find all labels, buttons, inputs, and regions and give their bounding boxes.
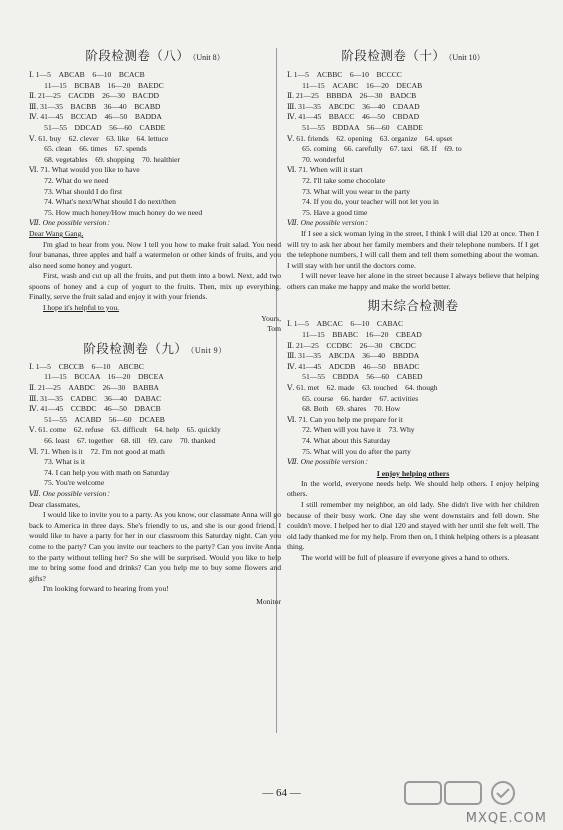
answer-line: 11—15 BCCAA 16—20 DBCEA: [29, 372, 164, 382]
title-sub: （Unit 8）: [192, 53, 225, 62]
answer-block-final: [287, 319, 539, 467]
answer-line: 11—15 ACABC 16—20 DECAB: [287, 80, 423, 90]
letter-greeting: Dear classmates,: [29, 499, 81, 509]
answer-line: Ⅴ. 61. friends 62. opening 63. organize 64. upset: [287, 133, 453, 143]
left-column: [29, 48, 281, 608]
answer-line: Ⅶ. One possible version：: [29, 218, 114, 228]
answer-line: 72. I'll take some chocolate: [287, 175, 386, 185]
page-number: — 64 —: [262, 787, 301, 799]
answer-line: 51—55 ACABD 56—60 DCAEB: [29, 414, 165, 424]
answer-line: 74. If you do, your teacher will not let you in: [287, 197, 439, 207]
answer-line: Ⅱ. 21—25 BBBDA 26—30 BADCB: [287, 91, 417, 101]
answer-line: Ⅵ. 71. Can you help me prepare for it: [287, 414, 404, 424]
answer-line: Ⅶ. One possible version：: [29, 488, 114, 498]
title-sub: （Unit 9）: [190, 345, 227, 355]
answer-line: 74. I can help you with math on Saturday: [29, 467, 170, 477]
letter-closing: Yours,: [261, 313, 281, 323]
section-title-unit9: [29, 341, 281, 358]
answer-line: Ⅴ. 61. met 62. made 63. touched 64. though: [287, 383, 438, 393]
answer-line: 74. What about this Saturday: [287, 436, 391, 445]
letter-paragraph: I'm looking forward to hearing from you!: [43, 584, 169, 594]
answer-line: Ⅴ. 61. come 62. refuse 63. difficult 64. help 65. quickly: [29, 425, 221, 435]
answer-line: Ⅶ. One possible version：: [287, 457, 372, 467]
essay-paragraph: In the world, everyone needs help. We should help others. I enjoy helping others.: [287, 478, 539, 499]
answer-line: 51—55 DDCAD 56—60 CABDE: [29, 122, 166, 132]
answer-line: 11—15 BCBAB 16—20 BAEDC: [29, 80, 164, 90]
answer-line: 72. What do we need: [29, 175, 109, 185]
letter-signature: Monitor: [256, 596, 281, 606]
answer-line: Ⅰ. 1—5 CBCCB 6—10 ABCBC: [29, 361, 144, 371]
answer-line: Ⅳ. 41—45 CCBDC 46—50 DBACB: [29, 404, 161, 414]
essay-paragraph: I will never leave her alone in the street because I always believe that helping others can make me happy and make the world better.: [287, 271, 539, 291]
essay-paragraph: The world will be full of pleasure if everyone gives a hand to others.: [301, 552, 510, 562]
answer-line: Ⅶ. One possible version：: [287, 218, 372, 228]
answer-line: 75. How much honey/How much honey do we need: [29, 207, 203, 217]
answer-line: 73. What should I do first: [29, 186, 123, 196]
answer-line: 51—55 BDDAA 56—60 CABDE: [287, 122, 423, 132]
answer-line: 70. wonderful: [287, 154, 345, 164]
answer-line: 66. least 67. together 68. till 69. care 70. thanked: [29, 436, 216, 445]
answer-line: 68. Both 69. shares 70. How: [287, 404, 401, 414]
answer-block-unit9: [29, 362, 281, 500]
answer-block-unit10: [287, 70, 539, 229]
answer-line: 68. vegetables 69. shopping 70. healthier: [29, 154, 181, 164]
answer-block-unit8: [29, 70, 281, 229]
essay-helping-others: [287, 468, 539, 564]
answer-line: 72. When will you have it 73. Why: [287, 425, 415, 435]
answer-line: Ⅱ. 21—25 AABDC 26—30 BABBA: [29, 383, 160, 393]
answer-line: Ⅵ. 71. When will it start: [287, 165, 363, 175]
answer-line: Ⅵ. 71. When is it 72. I'm not good at math: [29, 446, 165, 456]
title-text: 阶段检测卷（九）: [83, 341, 188, 356]
answer-line: Ⅳ. 41—45 ADCDB 46—50 BBADC: [287, 361, 420, 371]
section-title-unit8: [29, 48, 281, 65]
right-column: [287, 48, 539, 564]
essay-heading: I enjoy helping others: [376, 468, 450, 478]
letter-paragraph: First, wash and cut up all the fruits, and put them into a bowl. Next, add two spoons of honey and a cup of yogurt to the fruits. Then, mix up everything. Finally, serve the fruit salad and enjoy it with your friends.: [29, 271, 281, 302]
letter-signature: Tom: [267, 324, 281, 334]
answer-line: 11—15 BBABC 16—20 CBEAD: [287, 330, 422, 340]
title-text: 阶段检测卷（十）: [341, 49, 446, 63]
title-sub: （Unit 10）: [448, 53, 485, 62]
answer-line: 51—55 CBDDA 56—60 CABED: [287, 372, 423, 382]
answer-line: 75. Have a good time: [287, 207, 368, 217]
answer-line: 73. What will you wear to the party: [287, 186, 411, 196]
answer-line: Ⅱ. 21—25 CACDB 26—30 BACDD: [29, 91, 160, 101]
letter-greeting: Dear Wang Gang,: [29, 228, 84, 238]
letter-paragraph: I hope it's helpful to you.: [43, 303, 120, 313]
letter-paragraph: I would like to invite you to a party. As you know, our classmate Anna will go back to America in three days. She's friendly to us, and she is our good friend. I would like to have a party for her in our classroom this Saturday night. Can you come to the party? Can you invite our teachers to the party? Can you invite Anna to the party without telling her? So she will be surprised. Would you like to help me to bring some food and drinks? Can you help me to buy some flowers and gifts?: [29, 510, 281, 583]
answer-line: Ⅲ. 31—35 ABCDA 36—40 BBDDA: [287, 351, 420, 361]
answer-line: Ⅲ. 31—35 BACBB 36—40 BCABD: [29, 101, 161, 111]
answer-line: 65. course 66. harder 67. activities: [287, 393, 419, 403]
answer-line: Ⅱ. 21—25 CCDBC 26—30 CBCDC: [287, 340, 416, 350]
answer-line: 73. What is it: [29, 457, 85, 467]
title-text: 阶段检测卷（八）: [85, 49, 190, 63]
answer-line: Ⅴ. 61. buy 62. clever 63. like 64. lettuce: [29, 133, 169, 143]
essay-paragraph: If I see a sick woman lying in the street, I think I will dial 120 at once. Then I will try to ask her about her family members and their telephone numbers. If I get the telephone numbers, I will call them and tell them something about the woman. I will stay with her until the doctors come.: [287, 228, 539, 270]
letter-paragraph: I'm glad to hear from you. Now I tell you how to make fruit salad. You need four bananas, three apples and half a watermelon or other kinds of fruits, and you also need some honey and yogurt.: [29, 239, 281, 270]
answer-line: Ⅵ. 71. What would you like to have: [29, 165, 140, 175]
watermark-text: MXQE.COM: [465, 811, 547, 826]
answer-line: Ⅰ. 1—5 ABCAB 6—10 BCACB: [29, 70, 145, 79]
section-title-final: 期末综合检测卷: [367, 299, 459, 314]
letter-party-invitation: [29, 500, 281, 608]
answer-line: Ⅳ. 41—45 BBACC 46—50 CBDAD: [287, 112, 420, 122]
answer-line: Ⅳ. 41—45 BCCAD 46—50 BADDA: [29, 112, 162, 122]
answer-line: Ⅲ. 31—35 ABCDC 36—40 CDAAD: [287, 101, 420, 111]
answer-line: 75. You're welcome: [29, 478, 105, 488]
essay-sick-woman: [287, 229, 539, 293]
answer-line: Ⅰ. 1—5 ABCAC 6—10 CABAC: [287, 319, 404, 329]
answer-line: 75. What will you do after the party: [287, 446, 411, 456]
essay-paragraph: I still remember my neighbor, an old lady. She didn't live with her children because of their busy work. One day she went downstairs and fell down. She couldn't move. I helped her to dial 120 and stayed with her until she felt well. The old lady thanked me for my help. From then on, I think helping others is a pleasant thing.: [287, 499, 539, 552]
answer-line: 65. coming 66. carefully 67. taxi 68. If 69. to: [287, 144, 462, 154]
letter-fruit-salad: [29, 229, 281, 335]
section-title-unit10: [287, 48, 539, 65]
answer-line: 65. clean 66. times 67. spends: [29, 144, 147, 154]
answer-line: Ⅰ. 1—5 ACBBC 6—10 BCCCC: [287, 70, 402, 79]
answer-line: 74. What's next/What should I do next/then: [29, 197, 176, 207]
answer-line: Ⅲ. 31—35 CADBC 36—40 DABAC: [29, 393, 162, 403]
